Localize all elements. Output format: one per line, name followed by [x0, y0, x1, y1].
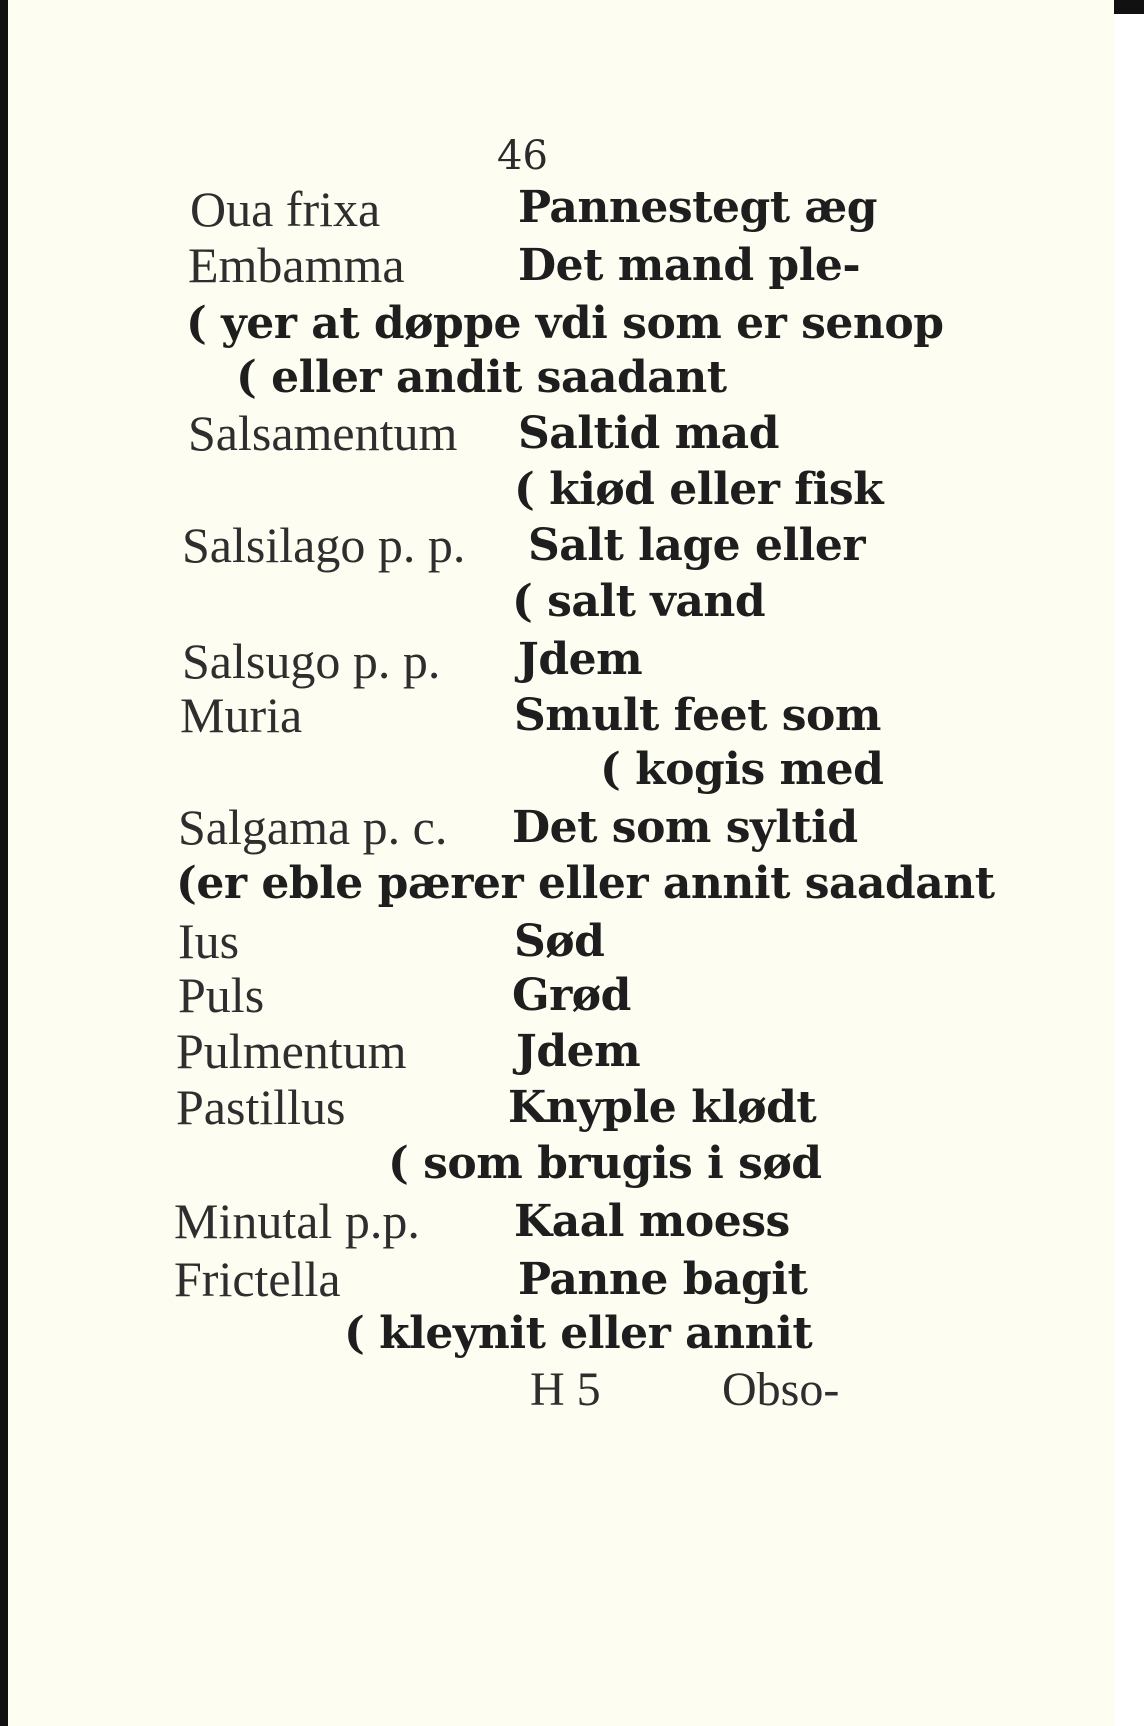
danish-gloss: Det mand ple- [518, 240, 861, 291]
latin-term: Pulmentum [176, 1023, 407, 1079]
latin-term: Embamma [188, 237, 405, 293]
latin-term: Ius [178, 913, 240, 969]
latin-term: Muria [180, 687, 303, 743]
latin-term: Frictella [174, 1251, 341, 1307]
danish-gloss: Kaal moess [514, 1196, 790, 1247]
latin-term: Salsilago p. p. [182, 517, 466, 573]
danish-gloss: Grød [512, 970, 631, 1021]
signature-mark: H 5 [530, 1363, 601, 1416]
gloss-continuation: ( som brugis i sød [388, 1138, 822, 1189]
latin-term: Puls [178, 967, 265, 1023]
danish-gloss: Det som syltid [512, 802, 858, 853]
left-binding-edge [0, 0, 8, 1726]
danish-gloss: Saltid mad [518, 408, 779, 459]
latin-term: Pastillus [176, 1079, 346, 1135]
danish-gloss: Salt lage eller [528, 520, 866, 571]
danish-gloss: Jdem [518, 634, 643, 685]
gloss-continuation: ( kleynit eller annit [344, 1308, 813, 1359]
latin-term: Salgama p. c. [178, 799, 448, 855]
catchword: Obso- [722, 1363, 840, 1416]
gloss-continuation: ( kiød eller fisk [514, 464, 884, 515]
danish-gloss: Knyple klødt [508, 1082, 817, 1133]
latin-term: Oua frixa [190, 181, 381, 237]
latin-term: Salsamentum [188, 405, 458, 461]
danish-gloss: Jdem [516, 1026, 641, 1077]
danish-gloss: Panne bagit [518, 1254, 808, 1305]
latin-term: Minutal p.p. [174, 1193, 420, 1249]
gloss-continuation: ( salt vand [512, 576, 766, 627]
danish-gloss: Pannestegt æg [518, 182, 878, 233]
danish-gloss: Sød [514, 916, 605, 967]
gloss-continuation: (er eble pærer eller annit saadant [176, 858, 995, 909]
danish-gloss: Smult feet som [514, 690, 881, 741]
gloss-continuation: ( yer at døppe vdi som er senop [186, 298, 944, 349]
right-top-mark [1114, 0, 1144, 14]
page-number: 46 [497, 133, 548, 179]
latin-term: Salsugo p. p. [182, 633, 441, 689]
gloss-continuation: ( eller andit saadant [236, 352, 727, 403]
right-margin [1114, 0, 1144, 1726]
gloss-continuation: ( kogis med [600, 744, 884, 795]
